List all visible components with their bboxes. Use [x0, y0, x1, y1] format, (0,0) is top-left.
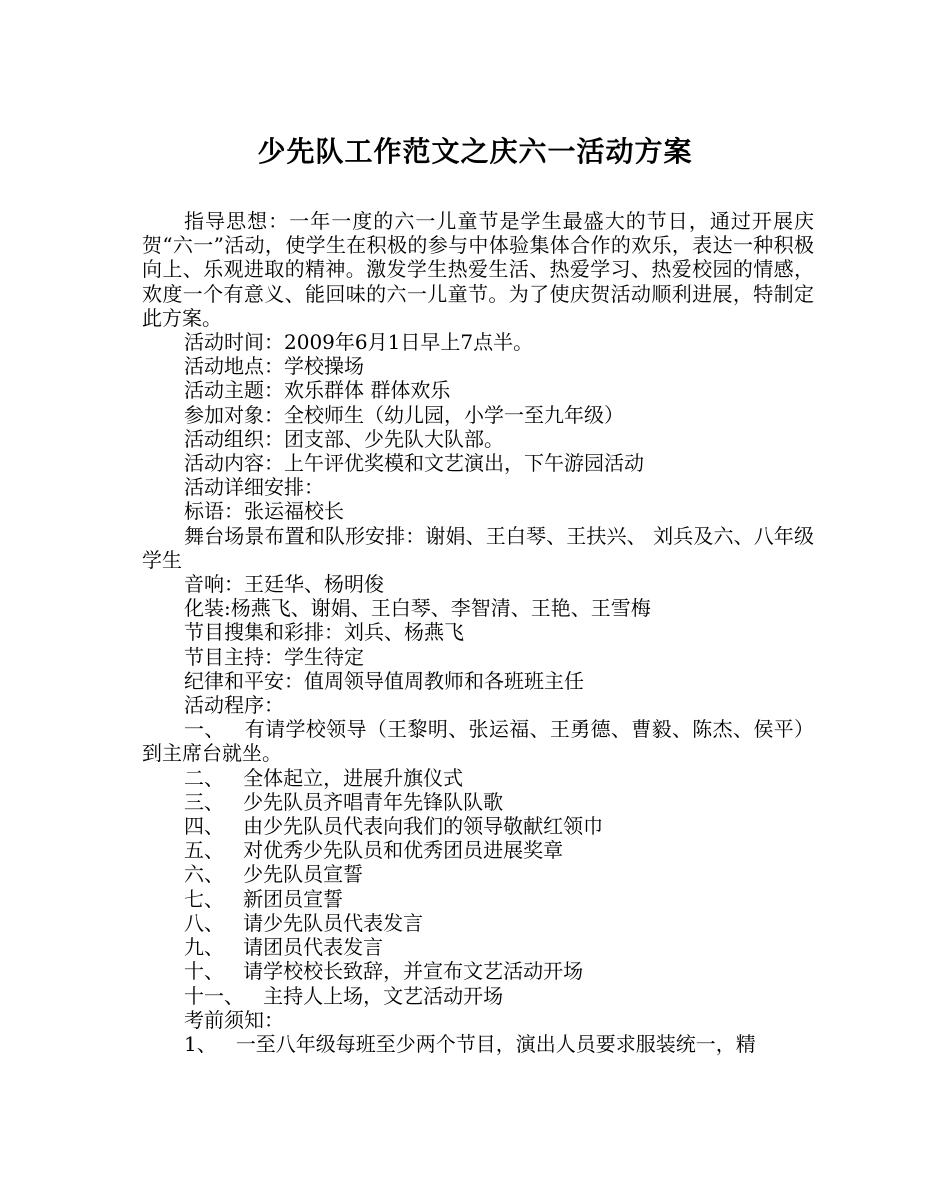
activity-time: 活动时间：2009年6月1日早上7点半。 — [184, 330, 534, 355]
program-item: 一、 有请学校领导（王黎明、张运福、王勇德、曹毅、陈杰、侯平）到主席台就坐。 — [142, 717, 815, 766]
program-item: 二、 全体起立，进展升旗仪式 — [184, 765, 464, 790]
activity-location: 活动地点：学校操场 — [184, 354, 364, 379]
notice-heading: 考前须知： — [184, 1007, 284, 1032]
intro-paragraph: 指导思想：一年一度的六一儿童节是学生最盛大的节日，通过开展庆贺“六一”活动，使学生在积极的参与中体验集体合作的欢乐，表达一种积极向上、乐观进取的精神。激发学生热爱生活、热爱学习、热爱校园的情感，欢度一个有意义、能回味的六一儿童节。为了使庆贺活动顺利进展，特制定此方案。 — [142, 209, 814, 330]
document-title: 少先队工作范文之庆六一活动方案 — [257, 135, 693, 168]
organizers: 活动组织：团支部、少先队大队部。 — [184, 426, 504, 451]
sound-assignment: 音响：王廷华、杨明俊 — [184, 572, 384, 597]
makeup-assignment: 化装:杨燕飞、谢娟、王白琴、李智清、王艳、王雪梅 — [184, 596, 651, 621]
program-item: 七、 新团员宣誓 — [184, 886, 344, 911]
discipline-safety-assignment: 纪律和平安：值周领导值周教师和各班班主任 — [184, 668, 584, 693]
notice-item: 1、 一至八年级每班至少两个节目，演出人员要求服装统一，精 — [184, 1031, 756, 1056]
activity-content: 活动内容：上午评优奖模和文艺演出，下午游园活动 — [184, 451, 644, 476]
program-item: 四、 由少先队员代表向我们的领导敬献红领巾 — [184, 814, 604, 839]
program-item: 五、 对优秀少先队员和优秀团员进展奖章 — [184, 838, 564, 863]
participants: 参加对象：全校师生（幼儿园，小学一至九年级） — [184, 402, 624, 427]
slogan-assignment: 标语：张运福校长 — [184, 499, 344, 524]
stage-layout-assignment: 舞台场景布置和队形安排：谢娟、王白琴、王扶兴、 刘兵及六、八年级学生 — [142, 523, 814, 572]
program-heading: 活动程序： — [184, 693, 284, 718]
program-item: 十、 请学校校长致辞，并宣布文艺活动开场 — [184, 959, 584, 984]
host-assignment: 节目主持：学生待定 — [184, 644, 364, 669]
program-item: 八、 请少先队员代表发言 — [184, 910, 424, 935]
program-item: 九、 请团员代表发言 — [184, 935, 384, 960]
detailed-arrangement-heading: 活动详细安排： — [184, 475, 324, 500]
activity-theme: 活动主题：欢乐群体 群体欢乐 — [184, 378, 451, 403]
program-item: 十一、 主持人上场，文艺活动开场 — [184, 983, 504, 1008]
program-rehearsal-assignment: 节目搜集和彩排：刘兵、杨燕飞 — [184, 620, 464, 645]
program-item: 三、 少先队员齐唱青年先锋队队歌 — [184, 789, 504, 814]
document-body — [142, 209, 814, 1056]
program-item: 六、 少先队员宣誓 — [184, 862, 364, 887]
